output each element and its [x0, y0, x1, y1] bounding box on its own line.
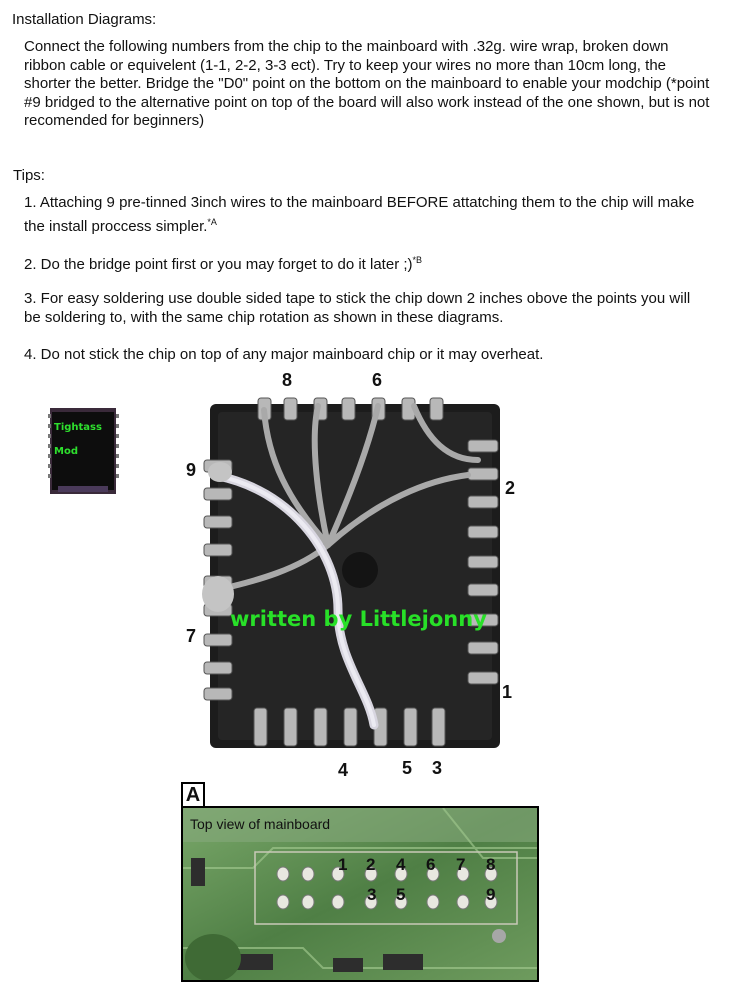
tip-2: [24, 251, 704, 275]
tip-1-text: 1. Attaching 9 pre-tinned 3inch wires to the mainboard BEFORE attatching them to the chip will make the install proccess simpler.: [24, 194, 695, 235]
pin-label-9: 9: [186, 460, 197, 480]
board-point-6: 6: [426, 855, 436, 874]
board-point-4: 4: [396, 855, 406, 874]
tip-3: 3. For easy soldering use double sided tape to stick the chip down 2 inches obove the points you will be soldering to, with the same chip rotation as shown in these diagrams.: [24, 290, 691, 326]
pin-label-7: 7: [186, 626, 197, 646]
tip-1: [24, 194, 704, 236]
photo-caption: Top view of mainboard: [190, 816, 331, 832]
author-watermark: written by Littlejonny: [230, 607, 487, 631]
pin-label-6: 6: [372, 370, 383, 390]
tip-1-note: *A: [207, 216, 217, 227]
thumbnail-label-1: Tightass: [54, 422, 102, 433]
board-point-3: 3: [367, 885, 377, 904]
board-point-5: 5: [396, 885, 406, 904]
board-point-2: 2: [366, 855, 376, 874]
tip-2-text: 2. Do the bridge point first or you may forget to do it later ;): [24, 256, 413, 273]
pin-label-2: 2: [505, 478, 516, 498]
tip-4: 4. Do not stick the chip on top of any major mainboard chip or it may overheat.: [24, 346, 544, 363]
pin-label-3: 3: [432, 758, 443, 778]
pin-label-8: 8: [282, 370, 293, 390]
intro-paragraph: Connect the following numbers from the chip to the mainboard with .32g. wire wrap, broken down ribbon cable or equivelent (1-1, 2-2, 3-3 ect). Try to keep your wires no more than 10cm long, the shorter the better. Bridge the "D0" point on the bottom on the mainboard to enable your modchip (*point #9 bridged to the alternative point on top of the board will also work instead of the one shown, but is not recomended for beginners): [24, 38, 710, 129]
pin-label-5: 5: [402, 758, 413, 778]
board-point-9: 9: [486, 885, 496, 904]
board-point-8: 8: [486, 855, 496, 874]
chip-illustration: [178, 380, 518, 780]
tip-2-note: *B: [412, 255, 423, 265]
thumbnail-label-2: Mod: [54, 446, 78, 457]
pin-label-1: 1: [502, 682, 513, 702]
page-heading: Installation Diagrams:: [12, 11, 157, 28]
figure-a-label: A: [181, 782, 205, 808]
tips-title: Tips:: [13, 167, 45, 184]
modchip-thumbnail: [48, 408, 120, 496]
board-point-1: 1: [338, 855, 348, 874]
pin-label-4: 4: [338, 760, 349, 780]
board-point-7: 7: [456, 855, 466, 874]
chip-diagram: [178, 370, 518, 780]
